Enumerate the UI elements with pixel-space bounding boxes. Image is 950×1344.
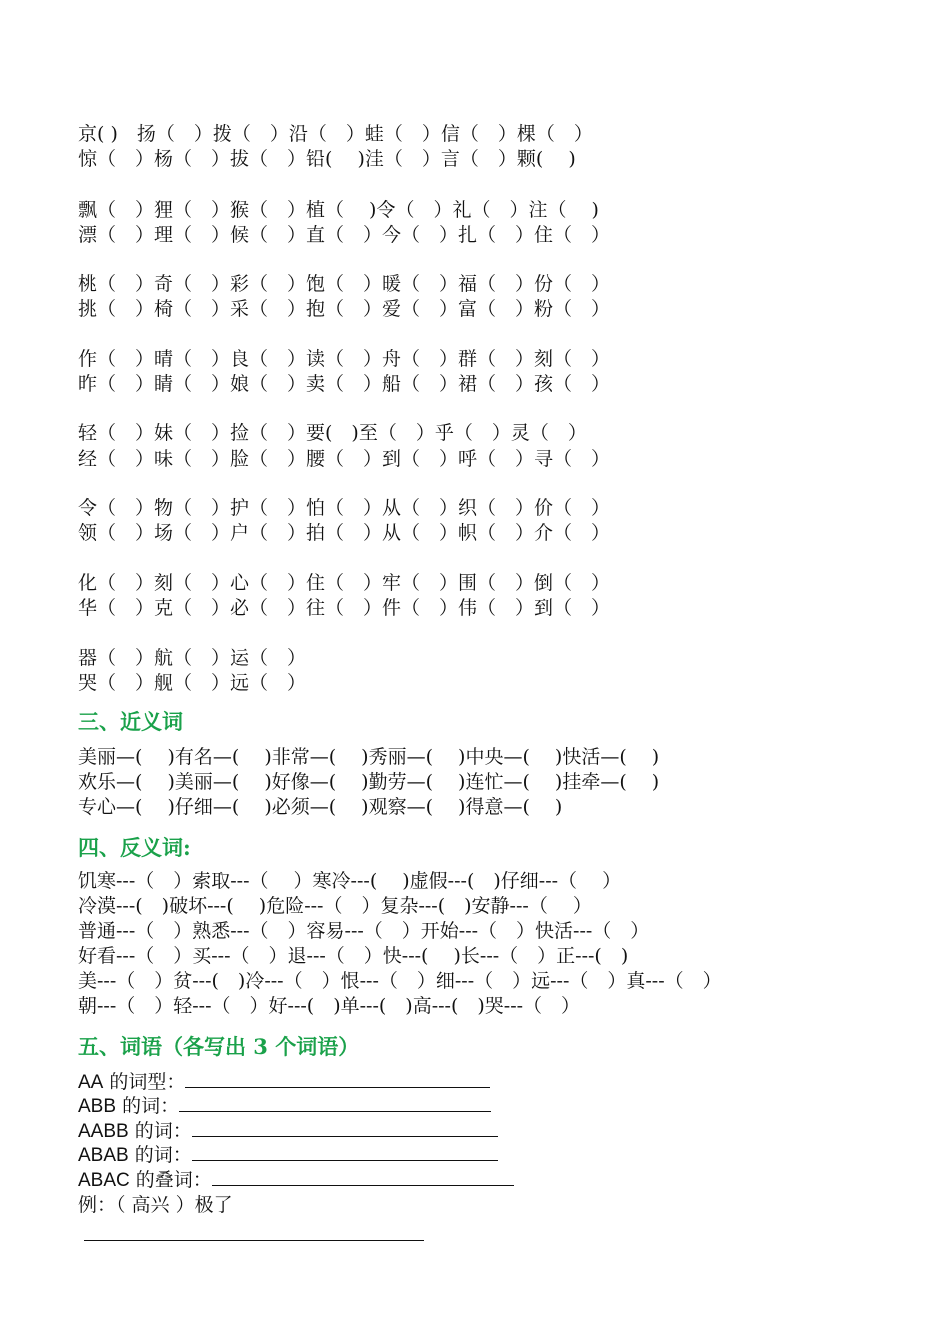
- char-pair-line: 飘（ ）狸（ ）猴（ ）植（ )令（ ）礼（ ）注（ ): [78, 199, 599, 221]
- antonym-line: 普通---（ ）熟悉---（ ）容易---（ ）开始---（ ）快活---（ ）: [78, 920, 650, 942]
- pattern-prefix: AA: [78, 1072, 104, 1093]
- char-pair-line: 惊（ ）杨（ ）拔（ ）铅( )洼（ ）言（ ）颗( ): [78, 148, 576, 170]
- answer-blank[interactable]: [185, 1069, 490, 1088]
- section-heading-antonyms: 四、反义词:: [78, 835, 191, 860]
- word-pattern-row: [78, 1093, 491, 1119]
- pattern-label: 的词：: [134, 1120, 192, 1142]
- example-line: 例：（ 高兴 ）极了: [78, 1194, 233, 1216]
- char-pair-line: 领（ ）场（ ）户（ ）拍（ ）从（ ）帜（ ）介（ ）: [78, 522, 611, 544]
- pattern-prefix: ABAB: [78, 1145, 129, 1166]
- char-pair-line: 轻（ ）妹（ ）捡（ ）要( )至（ ）乎（ ）灵（ ）: [78, 422, 587, 444]
- char-pair-line: 昨（ ）睛（ ）娘（ ）卖（ ）船（ ）裙（ ）孩（ ）: [78, 373, 611, 395]
- pattern-prefix: AABB: [78, 1121, 129, 1142]
- synonym-line: 美丽—( )有名—( )非常—( )秀丽—( )中央—( )快活—( ): [78, 746, 660, 768]
- pattern-prefix: ABB: [78, 1096, 117, 1117]
- char-pair-line: 桃（ ）奇（ ）彩（ ）饱（ ）暖（ ）福（ ）份（ ）: [78, 273, 611, 295]
- answer-blank[interactable]: [192, 1142, 498, 1161]
- answer-blank[interactable]: [192, 1118, 498, 1137]
- char-pair-line: 漂（ ）理（ ）候（ ）直（ ）今（ ）扎（ ）住（ ）: [78, 224, 611, 246]
- synonym-line: 欢乐—( )美丽—( )好像—( )勤劳—( )连忙—( )挂牵—( ): [78, 771, 660, 793]
- char-pair-line: 哭（ ）舰（ ）远（ ）: [78, 672, 307, 694]
- char-pair-line: 京( ) 扬（ ）拨（ ）沿（ ）蛙（ ）信（ ）棵（ ）: [78, 123, 593, 145]
- antonym-line: 朝---（ ）轻---（ ）好---( )单---( )高---( )哭---（ ）: [78, 995, 581, 1017]
- synonym-line: 专心—( )仔细—( )必须—( )观察—( )得意—( ): [78, 796, 563, 818]
- word-pattern-row: [78, 1118, 498, 1144]
- section-heading-words: 五、词语（各写出 3 个词语）: [78, 1034, 360, 1059]
- antonym-line: 美---（ ）贫---( )冷---（ ）恨---（ ）细---（ ）远---（ ）真---（ ）: [78, 970, 722, 992]
- char-pair-line: 令（ ）物（ ）护（ ）怕（ ）从（ ）织（ ）价（ ）: [78, 497, 611, 519]
- word-pattern-row: [78, 1142, 498, 1168]
- word-pattern-row: [78, 1069, 490, 1095]
- word-pattern-row: [78, 1167, 514, 1193]
- char-pair-line: 作（ ）晴（ ）良（ ）读（ ）舟（ ）群（ ）刻（ ）: [78, 348, 611, 370]
- char-pair-line: 华（ ）克（ ）必（ ）往（ ）件（ ）伟（ ）到（ ）: [78, 597, 611, 619]
- antonym-line: 饥寒---（ ）索取---（ ）寒冷---( )虚假---( )仔细---（ ）: [78, 870, 622, 892]
- char-pair-line: 挑（ ）椅（ ）采（ ）抱（ ）爱（ ）富（ ）粉（ ）: [78, 298, 611, 320]
- pattern-label: 的叠词：: [135, 1169, 212, 1191]
- answer-blank[interactable]: [179, 1093, 491, 1112]
- char-pair-line: 器（ ）航（ ）运（ ）: [78, 647, 307, 669]
- pattern-prefix: ABAC: [78, 1170, 130, 1191]
- section-heading-synonyms: 三、近义词: [78, 709, 183, 734]
- char-pair-line: 经（ ）味（ ）脸（ ）腰（ ）到（ ）呼（ ）寻（ ）: [78, 448, 611, 470]
- antonym-line: 冷漠---( )破坏---( )危险---（ ）复杂---( )安静---（ ）: [78, 895, 592, 917]
- answer-line[interactable]: [84, 1240, 424, 1241]
- antonym-line: 好看---（ ）买---（ ）退---（ ）快---( )长---（ ）正---( ): [78, 945, 629, 967]
- pattern-label: 的词：: [134, 1144, 192, 1166]
- char-pair-line: 化（ ）刻（ ）心（ ）住（ ）牢（ ）围（ ）倒（ ）: [78, 572, 611, 594]
- pattern-label: 的词：: [122, 1095, 180, 1117]
- pattern-label: 的词型：: [109, 1071, 186, 1093]
- answer-blank[interactable]: [212, 1167, 514, 1186]
